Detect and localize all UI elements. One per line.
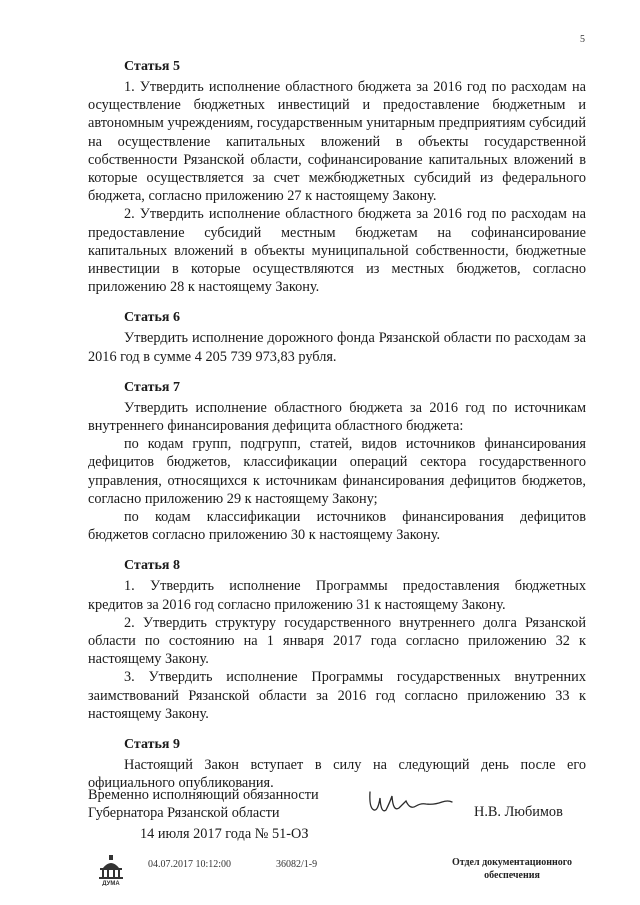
article-heading: Статья 7 [124, 379, 180, 395]
registration-number: 36082/1-9 [276, 859, 318, 870]
article-heading: Статья 5 [124, 59, 180, 74]
signatory-name: Н.В. Любимов [474, 804, 563, 820]
article-heading: Статья 6 [124, 310, 180, 326]
department-stamp [432, 856, 592, 882]
article-paragraph: 2. Утвердить исполнение областного бюджета за 2016 год по расходам на предоставление субсидий местным бюджетам на софинансирование капитальных вложений в объекты муниципальной собственности, бюджетные инвестиции в которые осуществляются из местных бюджетов, согласно приложению 28 к настоящему Закону. [88, 206, 586, 296]
registration-date: 04.07.2017 10:12:00 [148, 859, 232, 870]
article-7 [88, 379, 586, 545]
article-9 [88, 736, 586, 792]
article-paragraph: по кодам классификации источников финансирования дефицитов бюджетов согласно приложению 30 к настоящему Закону. [88, 509, 586, 544]
article-paragraph: 1. Утвердить исполнение областного бюджета за 2016 год по расходам на осуществление бюджетных инвестиций и предоставление бюджетным и автономным учреждениям, государственным унитарным предприятиям субсидий на осуществление капитальных вложений в объекты государственной собственности Рязанской области, софинансирование капитальных вложений в которые осуществляется за счет межбюджетных субсидий из федерального бюджета, согласно приложению 27 к настоящему Закону. [88, 79, 586, 205]
article-paragraph: Настоящий Закон вступает в силу на следующий день после его официального опубликования. [88, 757, 586, 792]
registration-footer [0, 854, 640, 894]
stamp-line: Отдел документационного [451, 857, 573, 868]
signatory-position: Временно исполняющий обязанности [88, 787, 319, 803]
article-paragraph: по кодам групп, подгрупп, статей, видов источников финансирования дефицитов бюджетов, классификации операций сектора государственного управления, относящихся к источникам финансирования дефицитов бюджетов, согласно приложению 29 к настоящему Закону; [88, 436, 586, 507]
signature-block [88, 786, 588, 822]
signatory-position: Губернатора Рязанской области [88, 805, 280, 822]
article-6 [88, 309, 586, 365]
article-paragraph: 3. Утвердить исполнение Программы государственных внутренних заимствований Рязанской области за 2016 год согласно приложению 33 к настоящему Закону. [88, 669, 586, 722]
law-date-number: 14 июля 2017 года № 51-ОЗ [140, 826, 309, 842]
article-5 [88, 58, 586, 296]
article-heading: Статья 8 [124, 558, 180, 574]
duma-emblem-icon [96, 854, 126, 886]
article-paragraph: 2. Утвердить структуру государственного внутреннего долга Рязанской области по состоянию на 1 января 2017 года согласно приложению 32 к настоящему Закону. [88, 614, 586, 668]
page-number: 5 [580, 34, 585, 45]
article-paragraph: Утвердить исполнение областного бюджета за 2016 год по источникам внутреннего финансирования дефицита областного бюджета: [88, 399, 586, 435]
emblem-label: ДУМА [102, 881, 120, 886]
article-paragraph: 1. Утвердить исполнение Программы предоставления бюджетных кредитов за 2016 год согласно приложению 31 к настоящему Закону. [88, 578, 586, 613]
article-heading: Статья 9 [124, 737, 180, 753]
handwritten-signature [366, 784, 454, 818]
stamp-line: обеспечения [484, 870, 540, 881]
law-body [88, 58, 586, 806]
article-8 [88, 557, 586, 723]
article-paragraph: Утвердить исполнение дорожного фонда Рязанской области по расходам за 2016 год в сумме 4 205 739 973,83 рубля. [88, 330, 586, 365]
